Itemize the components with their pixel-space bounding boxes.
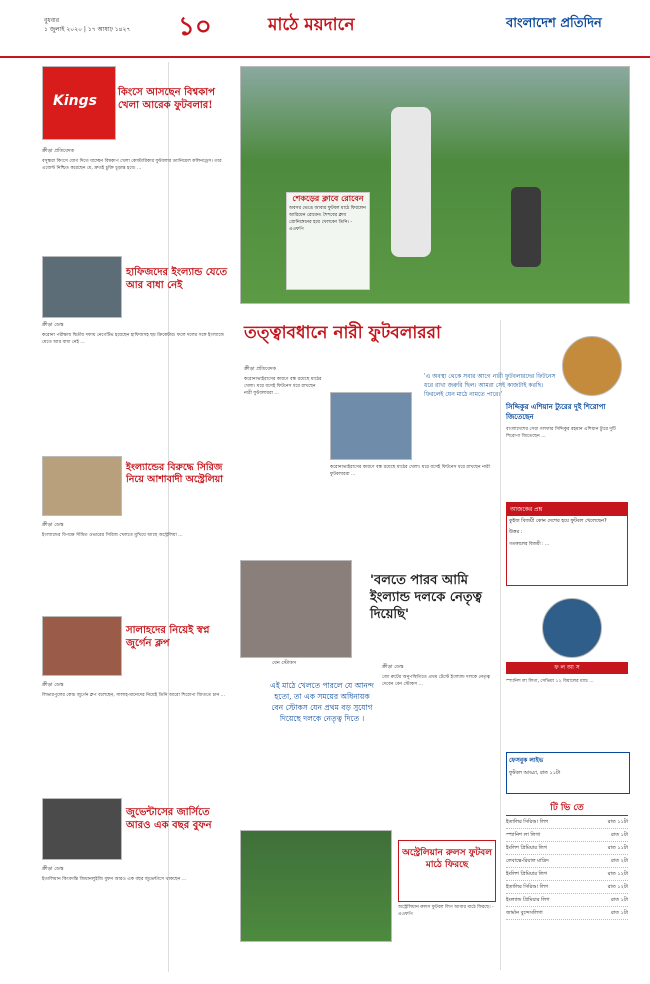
story9-box	[398, 840, 496, 902]
story8-body: ইতালিয়ান কিংবদন্তি জিয়ানলুইজি বুফন আরও এক বছর জুভেন্টাসে থাকছেন ...	[42, 877, 187, 882]
story3-body-cont: করোনাভাইরাসের কারণে বন্ধ রয়েছে মাঠের খেলা। ঘরে বসেই ফিটনেস ধরে রাখছেন নারী ফুটবলাররা ...	[330, 465, 490, 478]
tv-row-label: ইংল্যান্ড প্রিমিয়ার লিগ	[506, 897, 550, 903]
stokes-photo-caption: বেন স্টোকস	[272, 660, 297, 666]
story7-body: লিভারপুলের কোচ জুর্গেন ক্লপ বলেছেন, সালাহ-মানেদের নিয়েই তিনি আরো শিরোপা জিততে চান ...	[42, 693, 226, 698]
tv-row-time: রাত ১২টা	[607, 884, 628, 890]
quiz-title: আজকের প্রশ্ন	[507, 503, 627, 516]
stokes-photo	[240, 560, 352, 658]
fb-title: ফেসবুক লাইভ	[509, 757, 544, 764]
aussie-rules-photo	[240, 830, 392, 942]
story9-headline: অস্ট্রেলিয়ান রুলস ফুটবল মাঠে ফিরছে	[402, 848, 492, 870]
hero-caption-box	[286, 192, 370, 290]
story2-headline: হাফিজদের ইংল্যান্ড যেতে আর বাধা নেই	[126, 267, 228, 291]
page-number: ১০	[178, 12, 212, 42]
women-footballer-photo	[330, 392, 412, 460]
hero-caption: অবসর ভেঙে আবার ফুটবল মাঠে ফিরলেন আরিয়েন রোবেন। শৈশবের ক্লাব গ্রোনিঙ্গেনের হয়ে খেলবেন তিনি। - এএফপি	[289, 206, 366, 232]
section-title: মাঠে ময়দানে	[268, 15, 355, 35]
tv-row-label: স্প্যানিশ লা লিগা	[506, 832, 541, 838]
date: ১ জুলাই ২০২০ | ১৭ আষাঢ় ১৪২৭	[44, 26, 131, 33]
quiz-box	[506, 502, 628, 586]
story5-body: ইংল্যান্ডের বিপক্ষে সীমিত ওভারের সিরিজ খেলতে মুখিয়ে আছে অস্ট্রেলিয়া ...	[42, 533, 183, 538]
story7-headline: সালাহদের নিয়েই স্বপ্ন জুর্গেন ক্লপ	[126, 625, 210, 649]
tv-row-time: রাত ২টা	[611, 858, 628, 864]
tv-row-time: রাত ১২টা	[607, 871, 628, 877]
tv-row	[506, 868, 628, 881]
quote-box: 'এ অবস্থা থেকে সবার আগে নারী ফুটবলারদের ফিটনেস ধরে রাখা জরুরি ছিল। আমরা সেই কাজটাই করছি। ফিরলেই যেন মাঠে নামতে পারে।'	[424, 373, 556, 398]
tv-row-label: জার্মান বুন্দেসলিগা	[506, 910, 543, 916]
tv-row-label: ইতালির সিরিআ লিগ	[506, 884, 549, 890]
gallery-photo	[542, 598, 602, 658]
fb-box	[506, 752, 630, 794]
gallery-body: স্প্যানিশ লা লিগা, সেভিয়া ১২ বিয়ালের ম্যাচ ...	[506, 679, 594, 684]
child-figure	[511, 187, 541, 267]
kings-ad-logo	[42, 66, 116, 140]
quiz-answer-label: উত্তর :	[509, 529, 523, 535]
quiz-footer: গতকালের বিজয়ী : ...	[509, 542, 550, 547]
story3-body: করোনাভাইরাসের কারণে বন্ধ রয়েছে মাঠের খেলা। ঘরে বসেই ফিটনেস ধরে রাখছেন নারী ফুটবলাররা ...	[244, 377, 322, 397]
story9-body: অস্ট্রেলিয়ান রুলস ফুটবল লিগ আবার মাঠে ফিরছে। - এএফপি	[398, 905, 494, 918]
tv-row-label: ইংলিশ প্রিমিয়ার লিগ	[506, 871, 547, 877]
tv-row	[506, 816, 628, 829]
story6-body: জো রুটের অনুপস্থিতিতে প্রথম টেস্টে ইংল্যান্ড দলকে নেতৃত্ব দেবেন বেন স্টোকস ...	[382, 675, 490, 688]
story3-byline: ক্রীড়া প্রতিবেদক	[244, 366, 277, 372]
finch-photo	[42, 456, 122, 516]
tv-row-label: ইংলিশ প্রিমিয়ার লিগ	[506, 845, 547, 851]
story7-byline: ক্রীড়া ডেস্ক	[42, 682, 64, 688]
player-figure	[391, 107, 431, 257]
header-date	[44, 16, 130, 34]
masthead: বাংলাদেশ প্রতিদিন	[506, 16, 602, 31]
tv-row-label: লেবান্তে-রিয়াল মাদ্রিদ	[506, 858, 549, 864]
tv-row	[506, 829, 628, 842]
story3-headline: তত্ত্বাবধানে নারী ফুটবলাররা	[244, 323, 441, 343]
story4-headline: সিদ্দিকুর এশিয়ান ট্যুরের দুই শিরোপা জিতেছেন	[506, 402, 606, 421]
story4-body: বাংলাদেশের সেরা গলফার সিদ্দিকুর রহমান এশিয়ান ট্যুরে দুটি শিরোপা জিতেছেন ...	[506, 427, 616, 440]
tv-row-time: রাত ১১টা	[607, 845, 628, 851]
tv-row-time: রাত ১টা	[611, 897, 628, 903]
story8-headline: জুভেন্টাসের জার্সিতে আরও এক বছর বুফন	[126, 807, 212, 831]
quiz-question: কুইজ বিজয়ী কোন দেশের হয়ে ফুটবল খেলেছেন?	[509, 518, 607, 524]
story5-byline: ক্রীড়া ডেস্ক	[42, 522, 64, 528]
gallery-title: ফ ল আ স	[506, 662, 628, 674]
story1-headline: কিংসে আসছেন বিশ্বকাপ খেলা আরেক ফুটবলার!	[118, 87, 215, 111]
hero-caption-title: শেকড়ের ক্লাবে রোবেন	[292, 193, 364, 203]
story1-byline: ক্রীড়া প্রতিবেদক	[42, 148, 75, 154]
tv-title: টি ভি তে	[506, 800, 628, 816]
tv-row-time: রাত ১টা	[611, 832, 628, 838]
story5-headline: ইংল্যান্ডের বিরুদ্ধে সিরিজ নিয়ে আশাবাদী অস্ট্রেলিয়া	[126, 462, 224, 485]
page-header	[0, 0, 650, 58]
story1-body: বসুন্ধরা কিংসে যোগ দিতে যাচ্ছেন বিশ্বকাপ খেলা কোস্টারিকার ফুটবলার ড্যানিয়েল কলিনড্রেস। তার এজেন্ট নিশ্চিত করেছেন যে, দ্রুতই চুক্তি চূড়ান্ত হবে। ...	[42, 159, 222, 172]
story2-byline: ক্রীড়া ডেস্ক	[42, 322, 64, 328]
tv-row	[506, 842, 628, 855]
fb-body: ফুটবল আড্ডা, রাত ১১টা	[509, 770, 561, 776]
tv-row-time: রাত ১টা	[611, 910, 628, 916]
tv-row-time: রাত ১১টা	[607, 819, 628, 825]
tv-listings	[506, 800, 628, 972]
tv-row	[506, 907, 628, 920]
kings-brand: Kings	[53, 93, 97, 109]
tv-row-label: ইতালির সিরিআ লিগ	[506, 819, 549, 825]
hafiz-photo	[42, 256, 122, 318]
tv-rows	[506, 816, 628, 920]
tv-row	[506, 894, 628, 907]
story8-byline: ক্রীড়া ডেস্ক	[42, 866, 64, 872]
buffon-photo	[42, 798, 122, 860]
weekday: বুধবার	[44, 17, 60, 24]
tv-row	[506, 855, 628, 868]
pull-quote: এই মাঠে খেলতে পারলে যে আনন্দ হতো, তা এক সময়ের অধিনায়ক বেন স্টোকস যেন প্রথম বড় সুযোগ দিয়েছে দলকে নেতৃত্ব দিতে ।	[270, 681, 374, 723]
klopp-photo	[42, 616, 122, 676]
siddikur-photo	[562, 336, 622, 396]
story6-headline: 'বলতে পারব আমি ইংল্যান্ড দলকে নেতৃত্ব দিয়েছি'	[370, 573, 482, 622]
story2-body: করোনা পরীক্ষায় দ্বিতীয় দফায় নেগেটিভ হয়েছেন হাফিজসহ ছয় ক্রিকেটার। ফলে দলের সঙ্গে ইংল্যান্ডে যেতে আর বাধা নেই ...	[42, 333, 225, 346]
story6-byline: ক্রীড়া ডেস্ক	[382, 664, 404, 670]
tv-row	[506, 881, 628, 894]
